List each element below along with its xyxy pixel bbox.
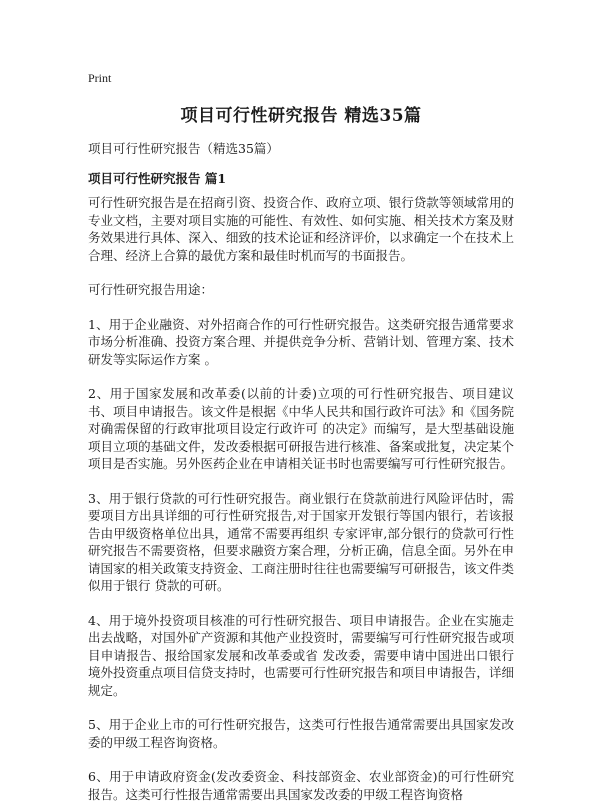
document-body xyxy=(88,194,514,803)
paragraph-use-6: 6、用于申请政府资金(发改委资金、科技部资金、农业部资金)的可行性研究报告。这类可行性报告通常需要出具国家发改委的甲级工程咨询资格 xyxy=(88,769,514,802)
document-subtitle: 项目可行性研究报告（精选35篇） xyxy=(88,141,279,156)
paragraph-use-2: 2、用于国家发展和改革委(以前的计委)立项的可行性研究报告、项目建议书、项目申请报告。该文件是根据《中华人民共和国行政许可法》和《国务院对确需保留的行政审批项目设定行政许可 的决定》而编写，是大型基础设施项目立项的基础文件，发改委根据可研报告进行核准、备案或批复，决定某个项目是否实施。另外医药企业在申请相关证书时也需要编写可行性研究报告。 xyxy=(88,386,514,471)
paragraph-use-1: 1、用于企业融资、对外招商合作的可行性研究报告。这类研究报告通常要求市场分析准确、投资方案合理、并提供竞争分析、营销计划、管理方案、技术研发等实际运作方案 。 xyxy=(88,316,514,367)
page-title: 项目可行性研究报告 精选35篇 xyxy=(180,106,422,126)
paragraph-use-4: 4、用于境外投资项目核准的可行性研究报告、项目申请报告。企业在实施走出去战略，对国外矿产资源和其他产业投资时，需要编写可行性研究报告或项目申请报告、报给国家发展和改革委或省 发改委，需要申请中国进出口银行境外投资重点项目信贷支持时，也需要可行性研究报告和项目申请报告，详细规定。 xyxy=(88,612,514,698)
print-link[interactable]: Print xyxy=(88,71,112,85)
paragraph-intro: 可行性研究报告是在招商引资、投资合作、政府立项、银行贷款等领域常用的专业文档，主要对项目实施的可能性、有效性、如何实施、相关技术方案及财务效果进行具体、深入、细致的技术论证和经济评价，以求确定一个在技术上合理、经济上合算的最优方案和最佳时机而写的书面报告。 xyxy=(88,195,514,263)
section-heading: 项目可行性研究报告 篇1 xyxy=(88,171,227,186)
paragraph-use-5: 5、用于企业上市的可行性研究报告，这类可行性报告通常需要出具国家发改委的甲级工程咨询资格。 xyxy=(88,717,514,750)
paragraph-uses-heading: 可行性研究报告用途： xyxy=(88,282,214,297)
paragraph-use-3: 3、用于银行贷款的可行性研究报告。商业银行在贷款前进行风险评估时，需要项目方出具详细的可行性研究报告,对于国家开发银行等国内银行，若该报告由甲级资格单位出具，通常不需要再组织 专家评审,部分银行的贷款可行性研究报告不需要资格，但要求融资方案合理，分析正确，信息全面。另外在申请国家的相关政策支持资金、工商注册时往往也需要编写可研报告，该文件类似用于银行 贷款的可研。 xyxy=(88,490,514,593)
